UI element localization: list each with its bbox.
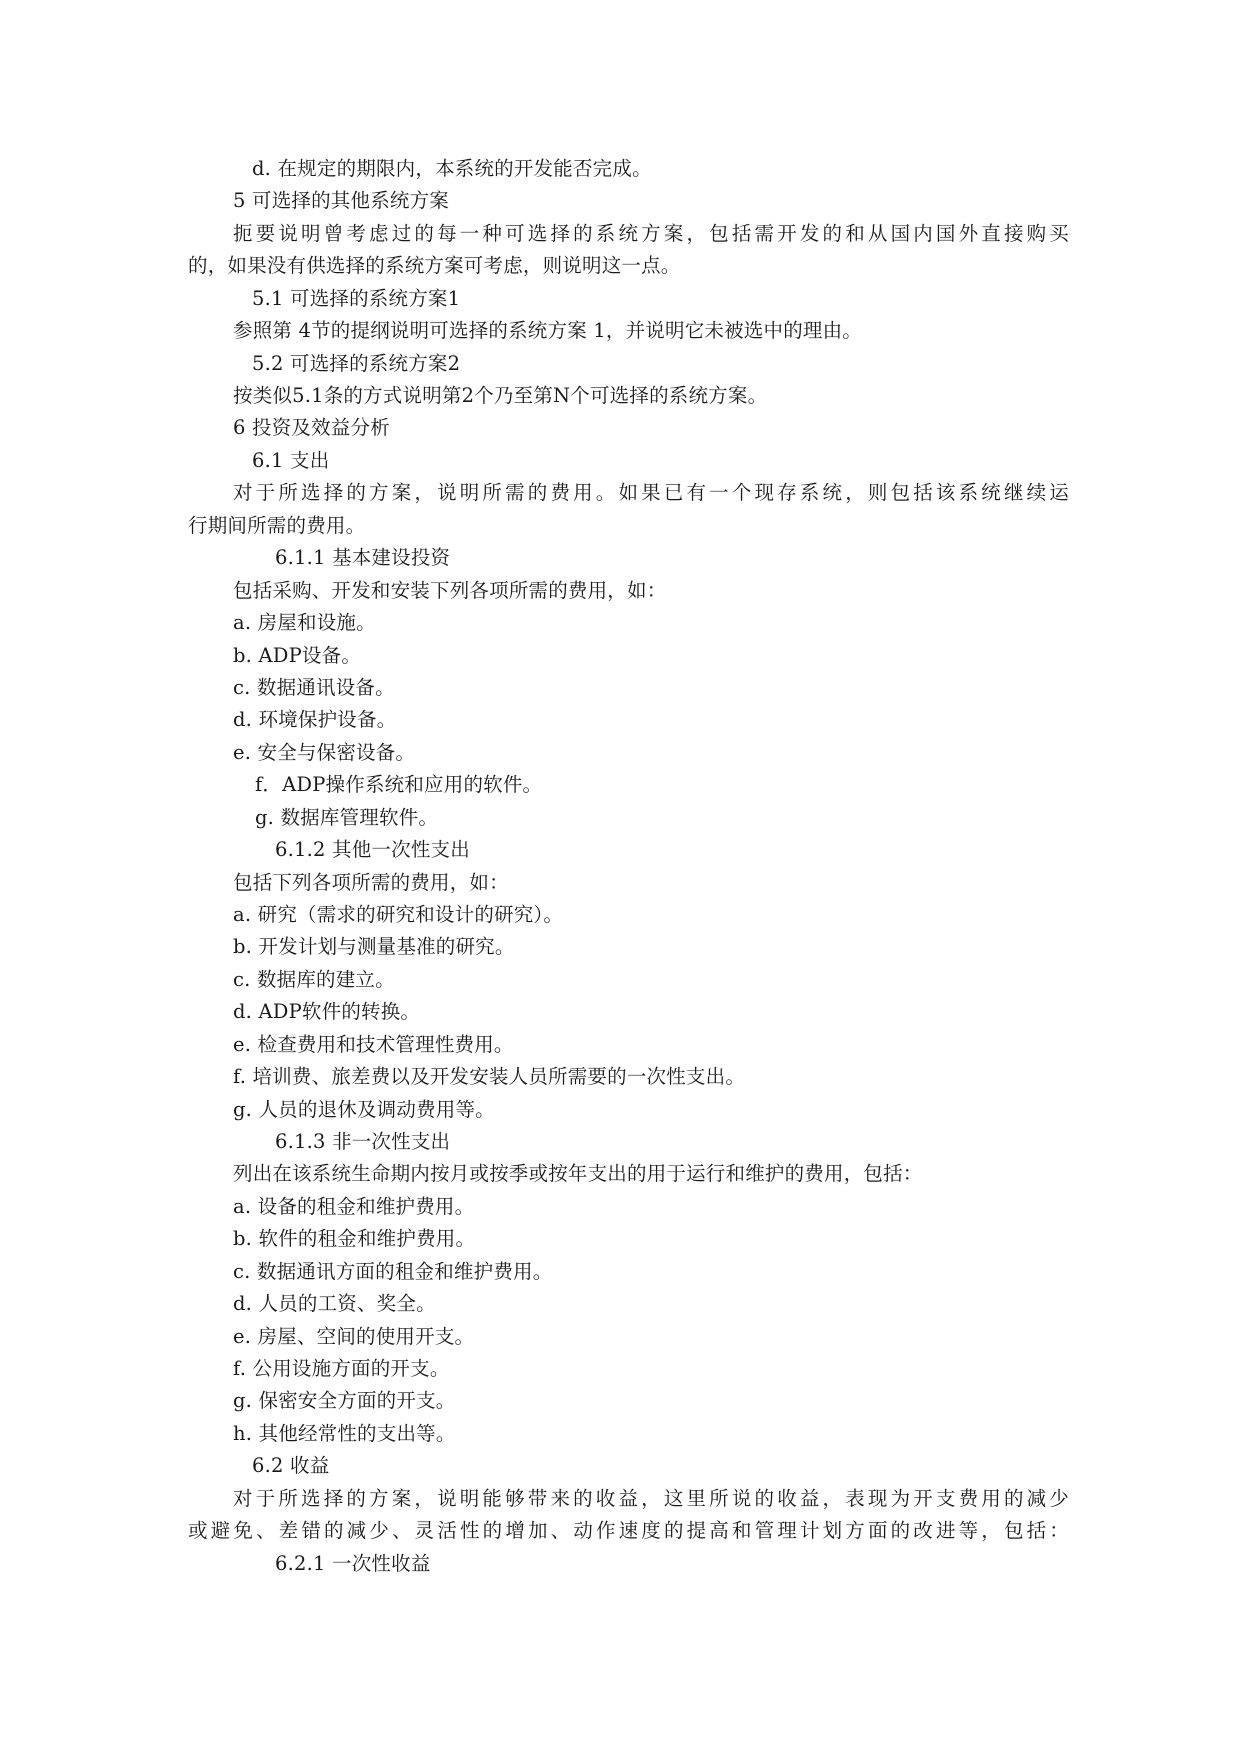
paragraph-line: 包括采购、开发和安装下列各项所需的费用，如： xyxy=(233,579,667,602)
list-item: c. 数据库的建立。 xyxy=(233,968,395,991)
list-item: e. 安全与保密设备。 xyxy=(233,741,416,764)
paragraph-line: 对于所选择的方案，说明能够带来的收益，这里所说的收益，表现为开支费用的减少 xyxy=(233,1487,1069,1510)
list-item: g. 人员的退休及调动费用等。 xyxy=(233,1098,495,1121)
list-item: b. 软件的租金和维护费用。 xyxy=(233,1227,476,1250)
list-item: d. 人员的工资、奖全。 xyxy=(233,1292,436,1315)
list-item: a. 设备的租金和维护费用。 xyxy=(233,1195,475,1218)
paragraph-line: 或避免、差错的减少、灵活性的增加、动作速度的提高和管理计划方面的改进等，包括： xyxy=(188,1519,1069,1542)
section-heading-6: 6 投资及效益分析 xyxy=(233,416,390,439)
paragraph-line: 按类似5.1条的方式说明第2个乃至第N个可选择的系统方案。 xyxy=(233,384,768,407)
paragraph-line: 的，如果没有供选择的系统方案可考虑，则说明这一点。 xyxy=(188,254,681,277)
list-item: f. 公用设施方面的开支。 xyxy=(233,1357,450,1380)
list-item: e. 检查费用和技术管理性费用。 xyxy=(233,1033,514,1056)
paragraph-line: 参照第 4节的提纲说明可选择的系统方案 1，并说明它未被选中的理由。 xyxy=(233,319,863,342)
paragraph-line: 行期间所需的费用。 xyxy=(188,514,366,537)
subsection-heading-6-1: 6.1 支出 xyxy=(252,449,330,472)
subsection-heading-5-2: 5.2 可选择的系统方案2 xyxy=(252,352,461,375)
section-heading-5: 5 可选择的其他系统方案 xyxy=(233,189,450,212)
paragraph-line: 列出在该系统生命期内按月或按季或按年支出的用于运行和维护的费用，包括： xyxy=(233,1162,923,1185)
list-item: b. 开发计划与测量基准的研究。 xyxy=(233,935,515,958)
list-item: h. 其他经常性的支出等。 xyxy=(233,1422,456,1445)
list-item: f. 培训费、旅差费以及开发安装人员所需要的一次性支出。 xyxy=(233,1065,746,1088)
paragraph-line: 扼要说明曾考虑过的每一种可选择的系统方案，包括需开发的和从国内国外直接购买 xyxy=(233,222,1069,245)
list-item: g. 数据库管理软件。 xyxy=(255,806,439,829)
list-item: c. 数据通讯方面的租金和维护费用。 xyxy=(233,1260,553,1283)
list-item: g. 保密安全方面的开支。 xyxy=(233,1389,456,1412)
list-item: e. 房屋、空间的使用开支。 xyxy=(233,1325,475,1348)
subsubsection-heading-6-2-1: 6.2.1 一次性收益 xyxy=(275,1552,431,1575)
list-item: a. 研究（需求的研究和设计的研究）。 xyxy=(233,903,564,926)
list-item: b. ADP设备。 xyxy=(233,644,362,667)
subsubsection-heading-6-1-3: 6.1.3 非一次性支出 xyxy=(275,1130,451,1153)
list-item: a. 房屋和设施。 xyxy=(233,611,376,634)
list-item: d. ADP软件的转换。 xyxy=(233,1000,421,1023)
list-item: f．ADP操作系统和应用的软件。 xyxy=(255,773,543,796)
paragraph-line: 对于所选择的方案，说明所需的费用。如果已有一个现存系统，则包括该系统继续运 xyxy=(233,481,1069,504)
list-item: d. 环境保护设备。 xyxy=(233,708,397,731)
list-item: d. 在规定的期限内，本系统的开发能否完成。 xyxy=(252,157,652,180)
subsection-heading-6-2: 6.2 收益 xyxy=(252,1454,330,1477)
list-item: c. 数据通讯设备。 xyxy=(233,676,395,699)
paragraph-line: 包括下列各项所需的费用，如： xyxy=(233,871,509,894)
subsubsection-heading-6-1-1: 6.1.1 基本建设投资 xyxy=(275,546,451,569)
subsection-heading-5-1: 5.1 可选择的系统方案1 xyxy=(252,287,461,310)
subsubsection-heading-6-1-2: 6.1.2 其他一次性支出 xyxy=(275,838,470,861)
